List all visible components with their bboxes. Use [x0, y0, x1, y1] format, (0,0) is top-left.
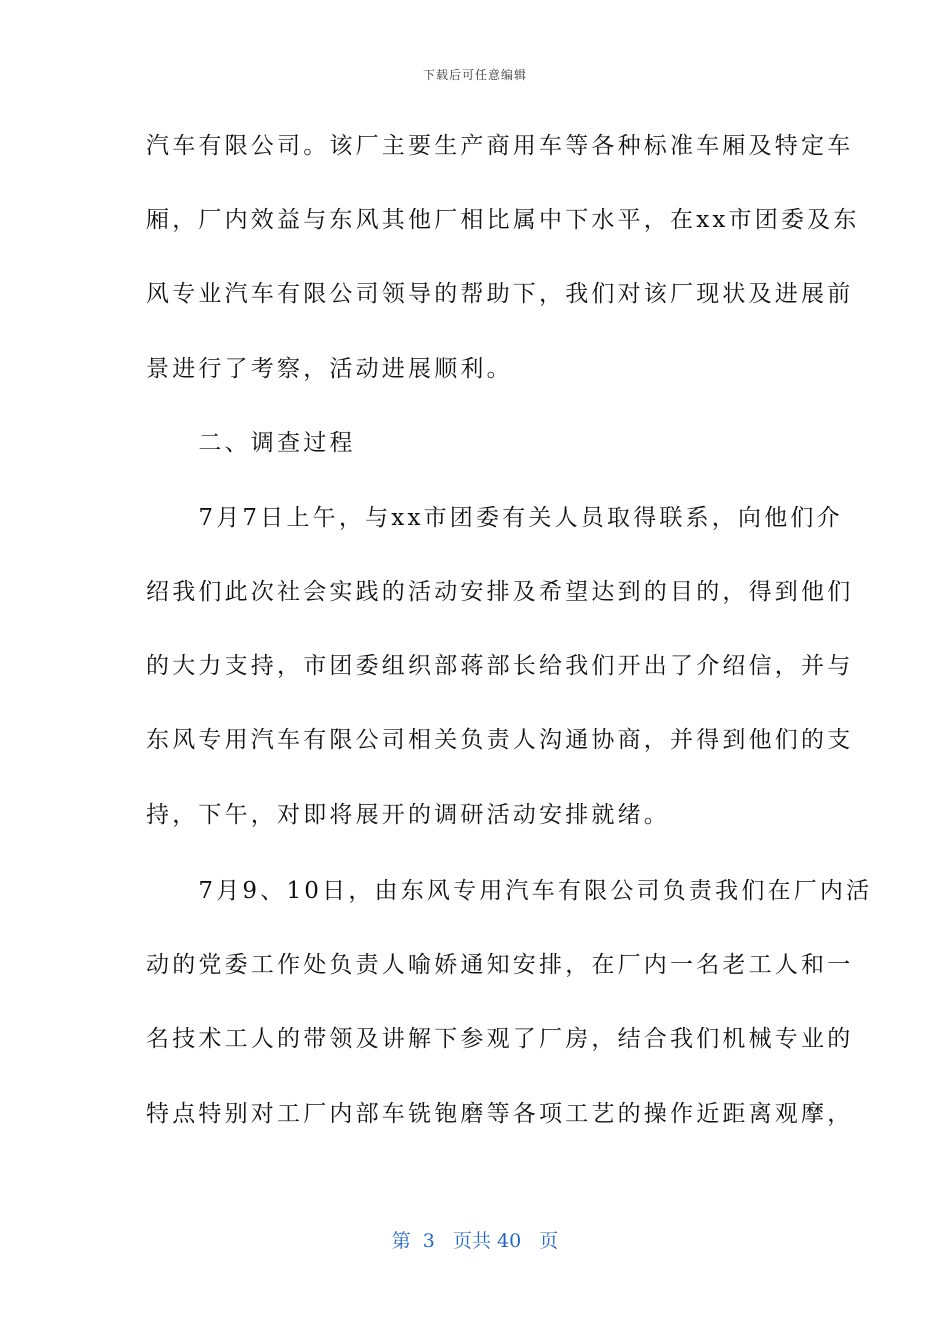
text-line: 绍我们此次社会实践的活动安排及希望达到的目的，得到他们 — [146, 579, 854, 605]
section-heading: 二、调查过程 — [146, 430, 356, 456]
text-line: 汽车有限公司。该厂主要生产商用车等各种标准车厢及特定车 — [146, 133, 854, 159]
page-number-footer: 第 3 页共 40 页 — [391, 1230, 559, 1252]
text-line: 风专业汽车有限公司领导的帮助下，我们对该厂现状及进展前 — [146, 281, 854, 307]
text-line: 动的党委工作处负责人喻娇通知安排，在厂内一名老工人和一 — [146, 952, 854, 978]
text-line: 名技术工人的带领及讲解下参观了厂房，结合我们机械专业的 — [146, 1026, 854, 1052]
text-line: 7月7日上午，与xx市团委有关人员取得联系，向他们介 — [146, 505, 843, 531]
text-line: 持，下午，对即将展开的调研活动安排就绪。 — [146, 802, 670, 828]
text-line: 东风专用汽车有限公司相关负责人沟通协商，并得到他们的支 — [146, 727, 854, 753]
text-line: 景进行了考察，活动进展顺利。 — [146, 356, 513, 382]
page-header-note: 下载后可任意编辑 — [422, 68, 527, 82]
text-line: 特点特别对工厂内部车铣铇磨等各项工艺的操作近距离观摩， — [146, 1101, 854, 1127]
text-line: 的大力支持，市团委组织部蒋部长给我们开出了介绍信，并与 — [146, 653, 854, 679]
text-line: 厢，厂内效益与东风其他厂相比属中下水平，在xx市团委及东 — [146, 207, 860, 233]
text-line: 7月9、10日，由东风专用汽车有限公司负责我们在厂内活 — [146, 878, 873, 904]
